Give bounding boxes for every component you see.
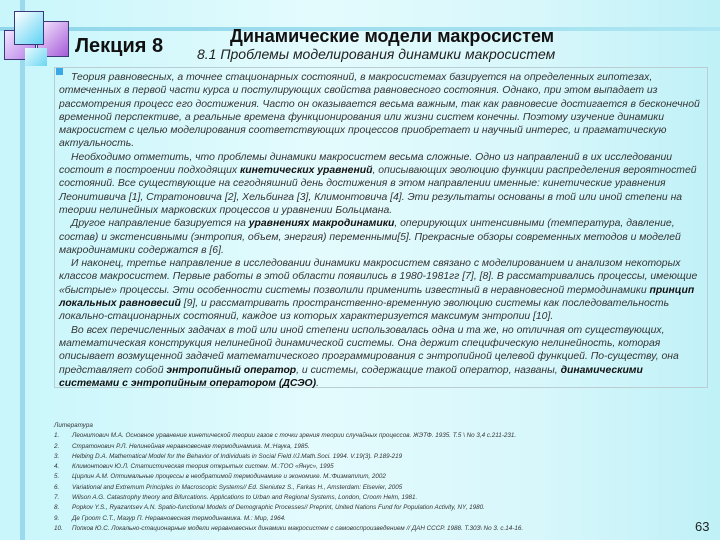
item-number: 1. xyxy=(54,432,60,440)
page-number: 63 xyxy=(695,519,710,534)
text-segment: . xyxy=(316,377,319,389)
lecture-label: Лекция 8 xyxy=(75,35,164,57)
item-text: Попков Ю.С. Локально-стационарные модели неравновесных динамики макросистем с самовоспроизведением // ДАН СССР. 1988. Т.303\ No 3. с.14-16. xyxy=(72,524,524,532)
item-text: Variational and Extremum Principles in Macroscopic Systems// Ed. Sieniutez S., Farkas H., Amsterdam: Elsevier, 2005 xyxy=(72,483,403,491)
text-segment: [9], и рассматривать пространственно-временную эволюцию системы как последовательность локально-стационарных состояний, каждое из которых характеризуется максимум энтропии [10]. xyxy=(59,298,670,323)
item-number: 6. xyxy=(54,483,60,491)
item-number: 8. xyxy=(54,504,60,512)
main-text-box xyxy=(54,67,708,388)
literature-item xyxy=(54,483,714,493)
item-text: Wilson A.G. Catastrophy theory and Bifurcations. Applications to Urban and Regional Systems, London, Croom Helm, 1981. xyxy=(72,494,418,502)
literature-item xyxy=(54,524,714,534)
slide-subtitle: 8.1 Проблемы моделирования динамики макросистем xyxy=(197,46,556,62)
text-segment: , и системы, содержащие такой оператор, названы, xyxy=(296,364,561,376)
literature-item xyxy=(54,472,714,482)
item-number: 5. xyxy=(54,473,60,481)
paragraph xyxy=(59,151,703,217)
item-number: 4. xyxy=(54,463,60,471)
item-text: Климонтович Ю.Л. Статистическая теория открытых систем. М.:ТОО «Янус», 1995 xyxy=(72,463,334,471)
item-text: Де Гроот С.Т., Мазур П. Неравновесная термодинамика. М.: Мир, 1964. xyxy=(72,514,286,522)
bold-term: уравнениях макродинамики xyxy=(248,218,395,230)
literature-item xyxy=(54,503,714,513)
paragraph xyxy=(59,324,703,390)
slide-title: Динамические модели макросистем xyxy=(230,26,555,46)
literature-item xyxy=(54,431,714,441)
item-number: 10. xyxy=(54,524,63,532)
bullet-icon xyxy=(56,68,63,75)
text-segment: , описывающих эволюцию функции распределения вероятностей состояний. Все существующие на сегодняшний день достижения в этом направлении именные: кинетические уравнения Леонитивича [1], Стратоновича [2], Хельбинга [3], Климонтовича [4]. Эти результаты основаны в той или иной степени на теории нелинейных марковских процессов и уравнении Больцмана. xyxy=(59,165,697,216)
logo-square-icon xyxy=(14,11,44,45)
literature-item xyxy=(54,462,714,472)
paragraph xyxy=(59,257,703,323)
literature-item xyxy=(54,514,714,524)
text-segment: Теория равновесных, а точнее стационарных состояний, в макросистемах базируется на определенных гипотезах, отмеченных в первой части курса и постулирующих свойства равновесного состояния. Однако, при этом выпадает из рассмотрения процесс его достижения. Часто он оказывается весьма важным, так как равновесие достигается в бесконечной временной перспективе, а реальные времена функционирования или жизни систем конечны. Поэтому изучение динамики макросистем с целью моделирования соответствующих процессов приобретает и научный интерес, и прагматическую актуальность. xyxy=(59,72,700,150)
item-number: 2. xyxy=(54,442,60,450)
text-segment: Другое направление базируется на xyxy=(71,218,249,230)
text-segment: Необходимо отметить, что проблемы динамики макросистем весьма сложные. Одно из направлений в их исследовании состоит в построении подходящих xyxy=(59,151,673,177)
literature-item xyxy=(54,442,714,452)
item-text: Стратонович Р.Л. Нелинейная неравновесная термодинамика. М.:Наука, 1985. xyxy=(72,442,310,450)
bold-term: кинетических уравнений xyxy=(239,165,373,177)
paragraph xyxy=(59,217,703,257)
item-number: 3. xyxy=(54,452,60,460)
item-number: 7. xyxy=(54,494,60,502)
bold-term: энтропийный оператор xyxy=(166,364,297,376)
item-text: Леонитович М.А. Основное уравнение кинетической теории газов с точки зрения теории случайных процессов. ЖЭТФ. 1935. Т.5 \ No 3,4 с.211-231. xyxy=(72,432,517,440)
logo-square-icon xyxy=(25,48,47,66)
decorative-vertical-bar xyxy=(20,0,25,540)
bold-term: принцип локальных равновесий xyxy=(59,284,695,310)
paragraph xyxy=(59,71,703,151)
bold-term: динамическими системами с энтропийным оператором (ДСЭО) xyxy=(59,364,643,389)
text-segment: , оперирующих интенсивными (температура, давление, состав) и экстенсивными (энтропия, объем, энергия) переменными[5]. Прекрасные обзоры современных методов и моделей макродинамики содержатся в [6]. xyxy=(59,218,681,256)
text-segment: Во всех перечисленных задачах в той или иной степени использовалась одна и та же, но отличная от существующих, математическая конструкция нелинейной динамической системы. Она держит специфическую нелинейность, которая описывает возмущенной задачей математического программирования с энтропийной целевой функцией. По-существу, она представляет собой xyxy=(59,324,679,376)
item-text: Helbing D.A. Mathematical Model for the Behavior of Individuals in Social Field //J.Math.Soci. 1994. V.19(3). P.189-219 xyxy=(72,452,403,460)
item-number: 9. xyxy=(54,514,60,522)
literature-item xyxy=(54,452,714,462)
text-segment: И наконец, третье направление в исследовании динамики макросистем связано с моделированием и анализом некоторых классов макросистем. Первые работы в этой области появились в 1980-1981гг [7], [8]. В рассматривались процессы, имеющие «быстрые» процессы. Эти особенности системы позволили применить известный в неравновесной термодинамики xyxy=(59,258,698,296)
item-text: Popkov Y.S., Ryazantsev A.N. Spatio-functional Models of Demographic Processes// Preprint, United Nations Fund for Population Activity, NY, 1980. xyxy=(72,504,485,512)
literature-item xyxy=(54,493,714,503)
literature-list xyxy=(54,421,714,534)
item-text: Цирлин А.М. Оптимальные процессы в необратимой термодинамике и экономике. М.:Физматлит, 2002 xyxy=(72,473,386,481)
literature-heading: Литература xyxy=(54,422,93,429)
